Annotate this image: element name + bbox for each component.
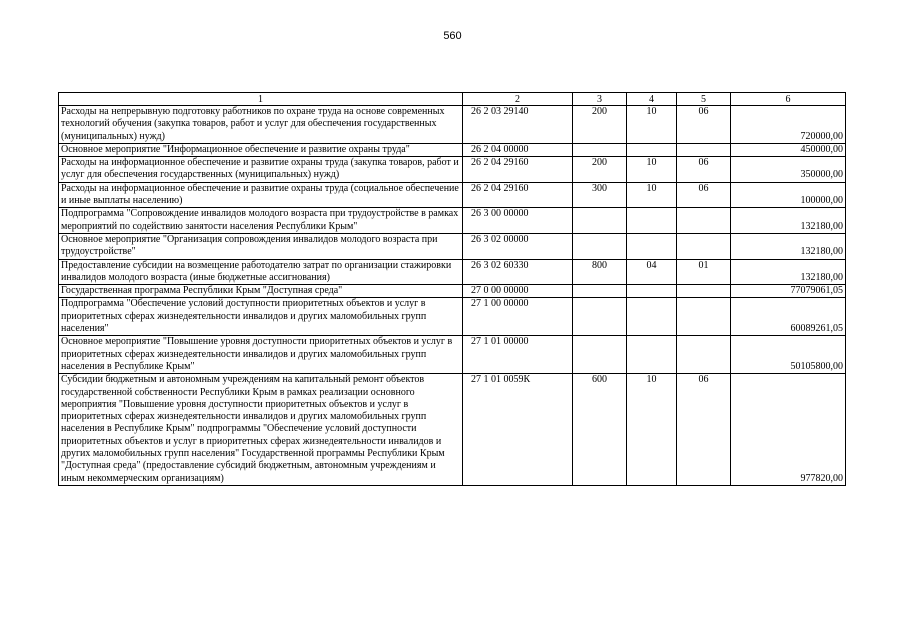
row-col4-cell: 04 xyxy=(627,259,677,285)
row-name-cell: Расходы на непрерывную подготовку работников по охране труда на основе современных технологий обучения (закупка товаров, работ и услуг для обеспечения государственных (муниципальных) нужд) xyxy=(59,106,463,144)
table-row xyxy=(59,259,846,285)
row-sum-cell: 977820,00 xyxy=(731,374,846,486)
header-cell: 2 xyxy=(463,93,573,106)
row-code-cell: 26 2 04 29160 xyxy=(463,157,573,183)
row-col3-cell: 300 xyxy=(573,182,627,208)
row-col5-cell: 06 xyxy=(677,374,731,486)
table-header-row xyxy=(59,93,846,106)
table-row xyxy=(59,233,846,259)
table-row xyxy=(59,208,846,234)
table-row xyxy=(59,143,846,156)
table-row xyxy=(59,157,846,183)
row-name-cell: Основное мероприятие "Информационное обеспечение и развитие охраны труда" xyxy=(59,143,463,156)
row-code-cell: 26 3 02 60330 xyxy=(463,259,573,285)
row-sum-cell: 350000,00 xyxy=(731,157,846,183)
row-col5-cell: 06 xyxy=(677,157,731,183)
row-col5-cell xyxy=(677,143,731,156)
header-cell: 6 xyxy=(731,93,846,106)
row-col3-cell xyxy=(573,336,627,374)
row-code-cell: 27 0 00 00000 xyxy=(463,285,573,298)
row-name-cell: Подпрограмма "Сопровождение инвалидов молодого возраста при трудоустройстве в рамках мероприятий по содействию занятости населения Республики Крым" xyxy=(59,208,463,234)
row-col5-cell xyxy=(677,208,731,234)
row-col3-cell xyxy=(573,143,627,156)
header-cell: 4 xyxy=(627,93,677,106)
row-code-cell: 27 1 00 00000 xyxy=(463,298,573,336)
row-col4-cell: 10 xyxy=(627,374,677,486)
row-sum-cell: 77079061,05 xyxy=(731,285,846,298)
row-col3-cell: 200 xyxy=(573,106,627,144)
row-col5-cell xyxy=(677,336,731,374)
row-col3-cell: 600 xyxy=(573,374,627,486)
row-sum-cell: 132180,00 xyxy=(731,208,846,234)
header-cell: 1 xyxy=(59,93,463,106)
row-code-cell: 26 2 04 00000 xyxy=(463,143,573,156)
budget-table xyxy=(58,92,846,486)
row-sum-cell: 132180,00 xyxy=(731,233,846,259)
row-col3-cell xyxy=(573,233,627,259)
table-row xyxy=(59,285,846,298)
table-row xyxy=(59,336,846,374)
row-col5-cell xyxy=(677,233,731,259)
table-row xyxy=(59,106,846,144)
row-name-cell: Подпрограмма "Обеспечение условий доступности приоритетных объектов и услуг в приоритетных сферах жизнедеятельности инвалидов и других маломобильных групп населения" xyxy=(59,298,463,336)
row-code-cell: 26 2 04 29160 xyxy=(463,182,573,208)
row-name-cell: Основное мероприятие "Повышение уровня доступности приоритетных объектов и услуг в приоритетных сферах жизнедеятельности инвалидов и других маломобильных групп населения в Республике Крым" xyxy=(59,336,463,374)
row-col3-cell xyxy=(573,285,627,298)
row-name-cell: Государственная программа Республики Крым "Доступная среда" xyxy=(59,285,463,298)
row-sum-cell: 50105800,00 xyxy=(731,336,846,374)
row-col4-cell xyxy=(627,298,677,336)
row-col4-cell xyxy=(627,143,677,156)
row-code-cell: 27 1 01 0059К xyxy=(463,374,573,486)
row-name-cell: Субсидии бюджетным и автономным учреждениям на капитальный ремонт объектов государственной собственности Республики Крым в рамках реализации основного мероприятия "Повышение уровня доступности приоритетных объектов и услуг в приоритетных сферах жизнедеятельности инвалидов и других маломобильных групп населения в Республике Крым" подпрограммы "Обеспечение условий доступности приоритетных объектов и услуг в приоритетных сферах жизнедеятельности инвалидов и других маломобильных групп населения" Государственной программы Республики Крым "Доступная среда" (предоставление субсидий бюджетным, автономным учреждениям и иным некоммерческим организациям) xyxy=(59,374,463,486)
row-col4-cell xyxy=(627,208,677,234)
row-code-cell: 26 3 00 00000 xyxy=(463,208,573,234)
row-name-cell: Расходы на информационное обеспечение и развитие охраны труда (социальное обеспечение и иные выплаты населению) xyxy=(59,182,463,208)
row-col4-cell: 10 xyxy=(627,157,677,183)
row-sum-cell: 100000,00 xyxy=(731,182,846,208)
row-sum-cell: 720000,00 xyxy=(731,106,846,144)
row-code-cell: 26 3 02 00000 xyxy=(463,233,573,259)
table-row xyxy=(59,298,846,336)
row-name-cell: Предоставление субсидии на возмещение работодателю затрат по организации стажировки инвалидов молодого возраста (иные бюджетные ассигнования) xyxy=(59,259,463,285)
row-col4-cell xyxy=(627,336,677,374)
table-row xyxy=(59,182,846,208)
row-col5-cell: 06 xyxy=(677,182,731,208)
row-code-cell: 26 2 03 29140 xyxy=(463,106,573,144)
row-col4-cell: 10 xyxy=(627,182,677,208)
row-name-cell: Расходы на информационное обеспечение и развитие охраны труда (закупка товаров, работ и услуг для обеспечения государственных (муниципальных) нужд) xyxy=(59,157,463,183)
header-cell: 3 xyxy=(573,93,627,106)
row-col5-cell: 06 xyxy=(677,106,731,144)
row-col3-cell: 800 xyxy=(573,259,627,285)
row-name-cell: Основное мероприятие "Организация сопровождения инвалидов молодого возраста при трудоустройстве" xyxy=(59,233,463,259)
row-col3-cell xyxy=(573,298,627,336)
row-sum-cell: 60089261,05 xyxy=(731,298,846,336)
row-col4-cell: 10 xyxy=(627,106,677,144)
row-col4-cell xyxy=(627,233,677,259)
row-col5-cell xyxy=(677,285,731,298)
header-cell: 5 xyxy=(677,93,731,106)
row-sum-cell: 132180,00 xyxy=(731,259,846,285)
row-code-cell: 27 1 01 00000 xyxy=(463,336,573,374)
table-row xyxy=(59,374,846,486)
page-number: 560 xyxy=(443,30,462,42)
row-sum-cell: 450000,00 xyxy=(731,143,846,156)
row-col3-cell: 200 xyxy=(573,157,627,183)
row-col5-cell: 01 xyxy=(677,259,731,285)
row-col4-cell xyxy=(627,285,677,298)
row-col5-cell xyxy=(677,298,731,336)
row-col3-cell xyxy=(573,208,627,234)
